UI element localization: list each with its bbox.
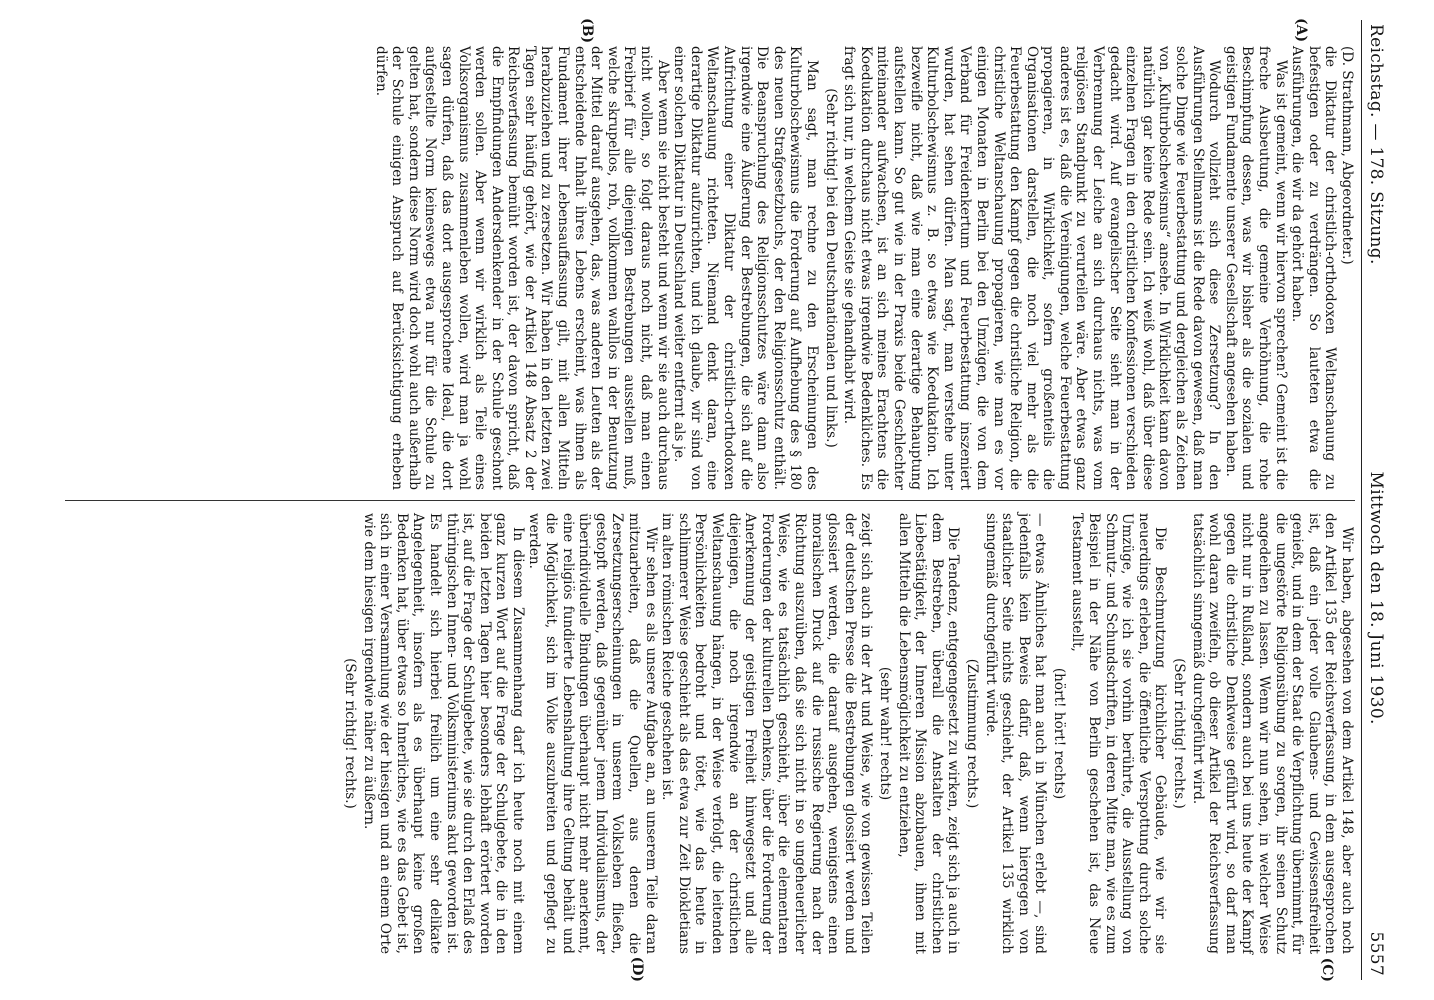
header-left: Reichstag. — 178. Sitzung. bbox=[1366, 24, 1386, 265]
paragraph: Die Beschmutzung kirchlicher Gebäude, wie wir sie neuerdings erleben, die öffentliche Verspottung durch solche Umzüge, wie ich sie vorhin berührte, die Ausstellung von Schmutz- und Schundschriften, in deren Mitte man, wie es zum Beispiel in der Nähe von Berlin geschehen ist, das Neue Testament ausstellt, bbox=[1069, 513, 1169, 954]
paragraph: — etwas Ähnliches hat man auch in München erlebt —, sind jedenfalls kein Beweis dafür, daß, wenn hiergegen von staatlicher Seite nichts geschieht, der Artikel 135 wirklich sinngemäß durchgeführt würde. bbox=[982, 513, 1049, 954]
interjection: (Sehr richtig! rechts.) bbox=[341, 658, 358, 809]
margin-marker-c: (C) bbox=[1319, 957, 1335, 982]
paragraph: Aber wenn sie nicht besteht und wenn wir sie auch durchaus nicht wollen, so folgt daraus noch nicht, daß man einen Freibrief für alle diejenigen Bestrebungen ausstellen muß, welche skrupellos, roh, vollkommen wahllos in der Benutzung der Mittel darauf ausgehen, das, was anderen Leuten als der entscheidende Inhalt ihres Lebens erscheint, was ihnen als Fundament ihrer Lebensauffassung gilt, mit allen Mitteln herabzuziehen und zu zersetzen. Wir haben in den letzten zwei Tagen sehr häufig gehört, wie der Artikel 148 Absatz 2 der Reichsverfassung bemüht worden ist, der davon spricht, daß die Empfindungen Andersdenkender in der Schule geschont werden sollen. Aber wenn wir wirklich als Teile eines Volksorganismus zusammenleben wollen, wird man ja wohl sagen dürfen, daß das dort ausgesprochene Ideal, die dort aufgestellte Norm keineswegs etwa nur für die Schule zu gelten hat, sondern diese Norm wird doch wohl auch außerhalb der Schule einigen Anspruch auf Berücksichtigung erheben dürfen. bbox=[372, 46, 671, 490]
paragraph: die Diktatur der christlich-orthodoxen Weltanschauung zu befestigen oder zu verdrängen. So lauteten etwa die Ausführungen, die wir da gehört haben. bbox=[1289, 46, 1339, 490]
paragraph: Was ist gemeint, wenn wir hiervon sprechen? Gemeint ist die freche Ausbeutung, die gemeine Verhöhnung, die rohe Beschimpfung dessen, was wir bisher als die sozialen und geistigen Fundamente unserer Gesellschaft angesehen haben. bbox=[1222, 46, 1289, 490]
paragraph: In diesem Zusammenhang darf ich heute noch mit einem ganz kurzen Wort auf die Frage der Schulgebete, die in den beiden letzten Tagen hier besonders lebhaft erörtert worden ist, auf die Frage der Schulgebete, wie sie durch den Erlaß des thüringischen Innen- und Volksministeriums akut geworden ist. Es handelt sich hierbei freilich um eine sehr delikate Angelegenheit, insofern als es überhaupt keine großen Bedenken hat, über etwas so Innerliches, wie es das Gebet ist, sich in einer Versammlung wie der hiesigen und an einem Orte wie dem hiesigen irgendwie näher zu äußern. bbox=[360, 513, 526, 954]
interjection: (Sehr richtig! rechts.) bbox=[1171, 658, 1188, 809]
margin-marker-b: (B) bbox=[579, 18, 595, 44]
paragraph: Die Tendenz, entgegengesetzt zu wirken, zeigt sich ja auch in dem Bestreben, überall die Anstalten der christlichen Liebestätigkeit, der Inneren Mission abzubauen, ihnen mit allen Mitteln die Lebensmöglichkeit zu entziehen, bbox=[895, 513, 962, 954]
left-column bbox=[65, 20, 1355, 500]
margin-marker-d: (D) bbox=[629, 956, 645, 982]
paragraph: Wir haben, abgesehen von dem Artikel 148, aber auch noch den Artikel 135 der Reichsverfassung, in dem ausgesprochen ist, daß ein jeder volle Glaubens- und Gewissensfreiheit genießt, und in dem der Staat die Verpflichtung übernimmt, für die ungestörte Religionsübung zu sorgen, ihr seinen Schutz angedeihen zu lassen. Wenn wir nun sehen, in welcher Weise nicht nur in Rußland, sondern auch bei uns heute der Kampf gegen die christliche Denkweise geführt wird, so darf man wohl daran zweifeln, ob dieser Artikel der Reichsverfassung tatsächlich sinngemäß durchgeführt wird. bbox=[1189, 513, 1355, 954]
paragraph: zeigt sich auch in der Art und Weise, wie von gewissen Teilen der deutschen Presse die Bestrebungen glossiert werden und glossiert werden, die darauf ausgehen, wenigstens einen moralischen Druck auf die russische Regierung nach der Richtung auszuüben, daß sie sich nicht in so ungeheuerlicher Weise, wie es tatsächlich geschieht, über die elementaren Forderungen der kulturellen Denkens, über die Forderung der Anerkennung der geistigen Freiheit hinwegsetzt und alle diejenigen, die noch irgendwie an der christlichen Weltanschauung hängen, in der Weise verfolgt, die leitenden Persönlichkeiten bedroht und tötet, wie das heute in schlimmerer Weise geschieht als das etwa zur Zeit Diokletians im alten römischen Reiche geschehen ist. bbox=[659, 513, 875, 954]
paragraph: (D. Strathmann, Abgeordneter.) bbox=[1339, 46, 1355, 265]
text-columns bbox=[65, 20, 1355, 980]
interjection: (sehr wahr! rechts) bbox=[876, 666, 893, 801]
page-number: 5557 bbox=[1366, 931, 1386, 976]
margin-marker-a: (A) bbox=[1293, 18, 1309, 43]
paragraph: Man sagt, man rechne zu den Erscheinungen des Kulturbolschewismus die Forderung auf Aufhebung des § 180 des neuen Strafgesetzbuchs, der den Religionsschutz enthält. Die Beanspruchung des Religionsschutzes wäre dann also irgendwie eine Äußerung der Bestrebungen, die sich auf die Aufrichtung einer Diktatur der christlich-orthodoxen Weltanschauung richteten. Niemand denkt daran, eine derartige Diktatur aufzurichten, und ich glaube, wir sind von einer solchen Diktatur in Deutschland weiter entfernt als je. bbox=[671, 46, 820, 490]
interjection: (Zustimmung rechts.) bbox=[963, 658, 980, 809]
header-date: Mittwoch den 18. Juni 1930. bbox=[1366, 471, 1386, 725]
right-column bbox=[65, 500, 1355, 980]
page-header bbox=[1361, 20, 1386, 980]
interjection: (Sehr richtig! bei den Deutschnationalen und links.) bbox=[822, 88, 839, 448]
interjection: (hört! hört! rechts) bbox=[1050, 667, 1067, 800]
paragraph: Wodurch vollzieht sich diese Zersetzung? In den Ausführungen Stellmanns ist die Rede davon gewesen, daß man solche Dinge wie Feuerbestattung und dergleichen als Zeichen von „Kulturbolschewismus“ ansehe. In Wirklichkeit kann davon natürlich gar keine Rede sein. Ich weiß wohl, daß über diese einzelnen Fragen in den christlichen Konfessionen verschieden gedacht wird. Auf evangelischer Seite sieht man in der Verbrennung der Leiche an sich durchaus nichts, was vom religiösen Standpunkt zu verurteilen wäre. Aber etwas ganz anderes ist es, daß die Vereinigungen, welche Feuerbestattung propagieren, in Wirklichkeit, sofern großenteils die Organisationen darstellen, die noch viel mehr als die Feuerbestattung den Kampf gegen die christliche Religion, die christliche Weltanschauung propagieren, wie man es vor einigen Monaten in Berlin bei den Umzügen, die von dem Verband für Freidenkertum und Feuerbestattung inszeniert wurden, hat sehen dürfen. Man sagt, man verstehe unter Kulturbolschewismus z. B. so etwas wie Koedukation. Ich bezweifle nicht, daß wie man eine derartige Behauptung aufstellen kann. So gut wie in der Praxis beide Geschlechter miteinander aufwachsen, ist an sich meines Erachtens die Koedukation durchaus nicht etwas irgendwie Bedenkliches. Es fragt sich nur, in welchem Geiste sie gehandhabt wird. bbox=[841, 46, 1223, 490]
paragraph: Wir sehen es als unsere Aufgabe an, an unserem Teile daran mitzuarbeiten, daß die Quellen, aus denen die Zersetzungserscheinungen in unserem Volksleben fließen, gestopft werden, daß gegenüber jenem Individualismus, der überindividuelle Bindungen überhaupt nicht mehr anerkennt, eine religiös fundierte Lebenshaltung ihre Geltung behält und die Möglichkeit, sich im Volke auszubreiten und gepflegt zu werden. bbox=[526, 513, 659, 954]
